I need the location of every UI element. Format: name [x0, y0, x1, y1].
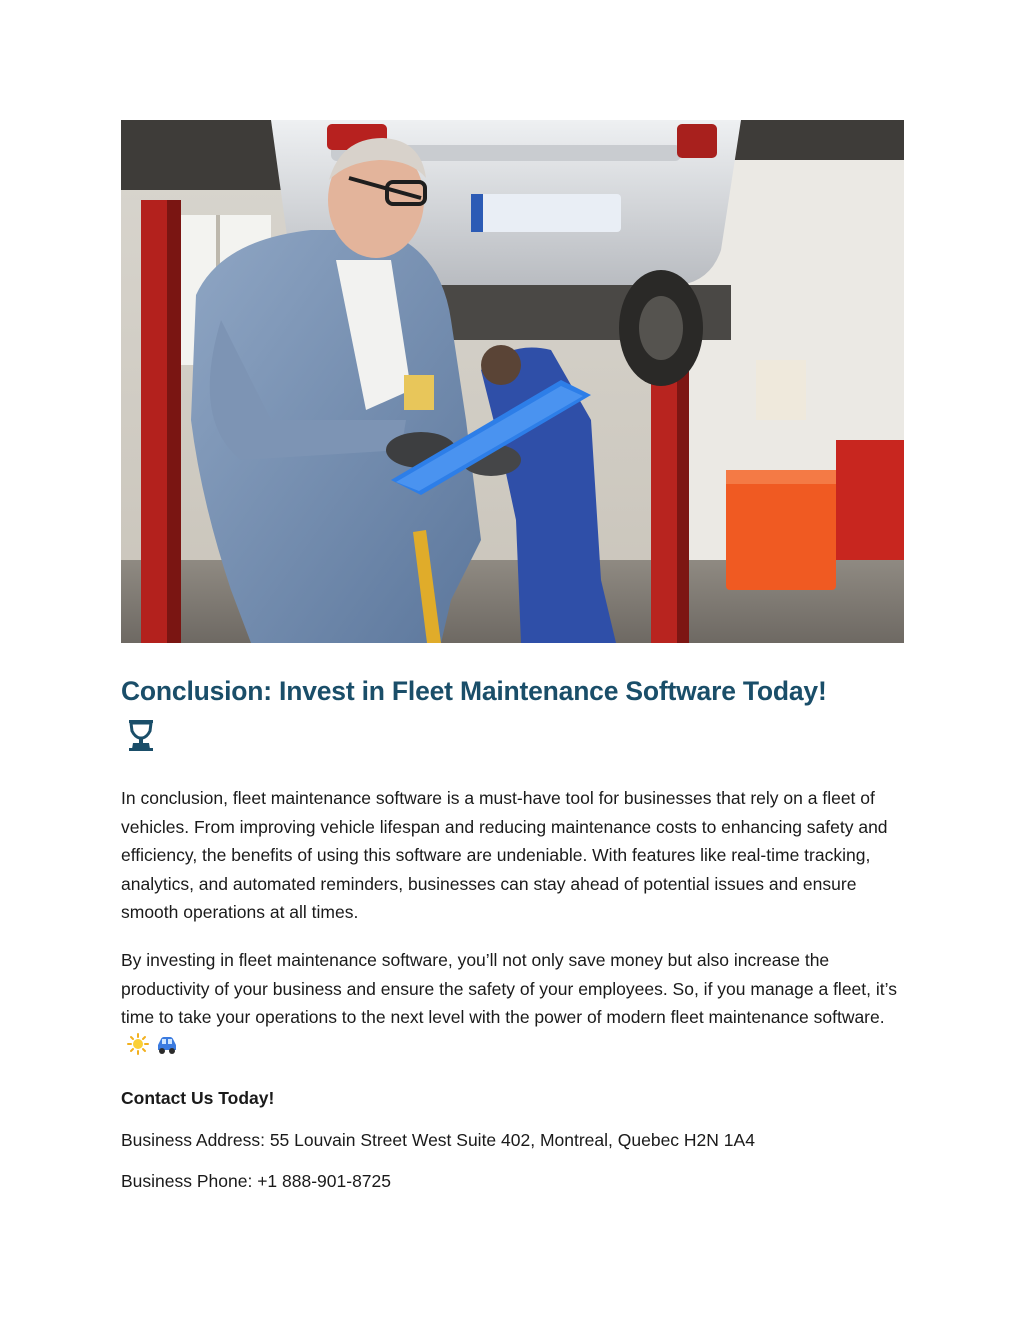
hero-image-mechanic-garage — [121, 120, 904, 643]
business-address: Business Address: 55 Louvain Street West Suite 402, Montreal, Quebec H2N 1A4 — [121, 1130, 755, 1150]
business-phone: Business Phone: +1 888-901-8725 — [121, 1171, 391, 1191]
car-icon — [155, 1035, 179, 1064]
contact-heading: Contact Us Today! — [121, 1088, 275, 1108]
sun-icon — [127, 1033, 149, 1064]
paragraph-conclusion: In conclusion, fleet maintenance software is a must-have tool for businesses that rely on a fleet of vehicles. From improving vehicle lifespan and reducing maintenance costs to enhancing safety and efficiency, the benefits of using this software are undeniable. With features like real-time tracking, analytics, and automated reminders, businesses can stay ahead of potential issues and ensure smooth operations at all times. — [121, 788, 888, 923]
paragraph-investing — [121, 946, 911, 1063]
trophy-icon — [125, 718, 157, 752]
paragraph-investing-text: By investing in fleet maintenance software, you’ll not only save money but also increase the productivity of your business and ensure the safety of your employees. So, if you manage a fleet, it’s time to take your operations to the next level with the power of modern fleet maintenance software. — [121, 950, 897, 1028]
page-title: Conclusion: Invest in Fleet Maintenance Software Today! — [121, 676, 827, 706]
